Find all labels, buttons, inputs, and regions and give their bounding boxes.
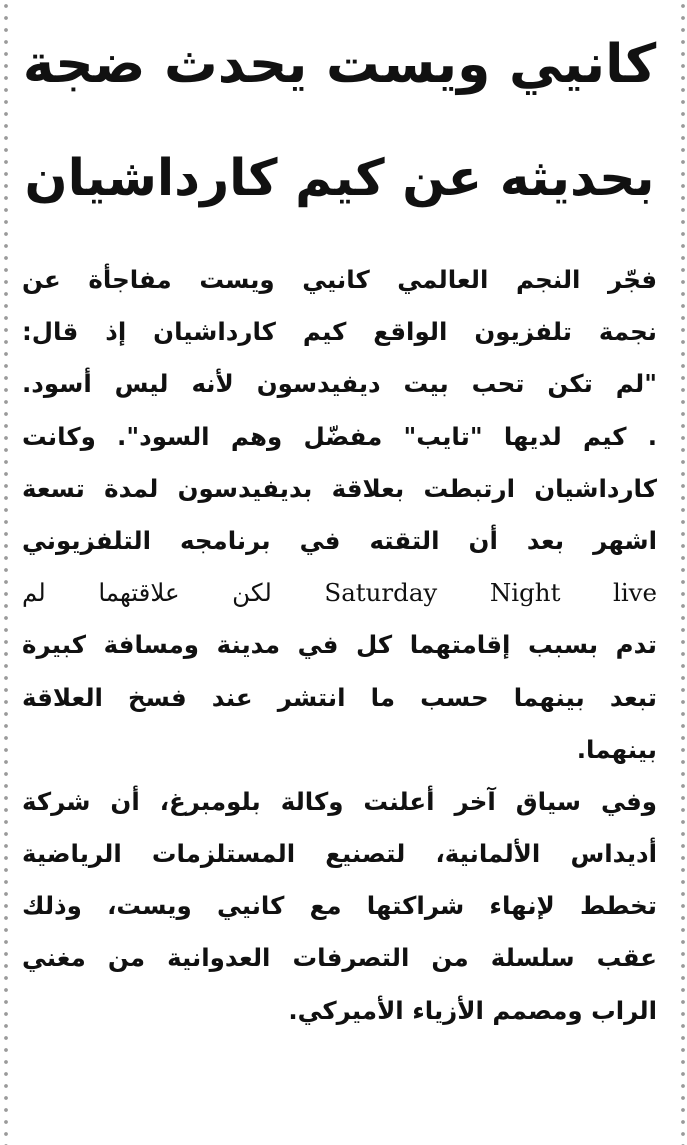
- body-line: نجمة تلفزيون الواقع كيم كارداشيان إذ قال:: [22, 317, 657, 347]
- body-line: اشهر بعد أن التقته في برنامجه التلفزيوني: [22, 525, 657, 555]
- body-line: وفي سياق آخر أعلنت وكالة بلومبرغ، أن شركة: [22, 786, 657, 816]
- body-line-paragraph-end: الراب ومصمم الأزياء الأميركي.: [288, 995, 657, 1025]
- body-line: أديداس الألمانية، لتصنيع المستلزمات الرياضية: [22, 839, 657, 869]
- body-line: . كيم لديها "تايب" مفضّل وهم السود". وكانت: [22, 421, 657, 451]
- headline: [22, 0, 657, 242]
- body-line: فجّر النجم العالمي كانيي ويست مفاجأة عن: [22, 265, 657, 294]
- body-line: "لم تكن تحب بيت ديفيدسون لأنه ليس أسود.: [22, 369, 657, 399]
- article-clipping: [22, 0, 657, 1037]
- dotted-border-right: [679, 0, 687, 1145]
- dotted-border-left: [2, 0, 10, 1145]
- body-line: تبعد بينهما حسب ما انتشر عند فسخ العلاقة: [22, 682, 657, 712]
- headline-line-1: كانيي ويست يحدث ضجة: [22, 32, 657, 95]
- body-line: تدم بسبب إقامتهما كل في مدينة ومسافة كبيرة: [22, 630, 657, 660]
- body-line: كارداشيان ارتبطت بعلاقة بديفيدسون لمدة تسعة: [22, 473, 657, 503]
- body-line-latin: Saturday Night live لكن علاقتهما لم: [22, 578, 658, 608]
- body-line-paragraph-end: بينهما.: [576, 734, 657, 764]
- article-body: [22, 254, 657, 1037]
- headline-line-2: بحديثه عن كيم كارداشيان: [24, 148, 655, 207]
- body-line: تخطط لإنهاء شراكتها مع كانيي ويست، وذلك: [22, 891, 657, 921]
- body-line: عقب سلسلة من التصرفات العدوانية من مغني: [22, 943, 657, 973]
